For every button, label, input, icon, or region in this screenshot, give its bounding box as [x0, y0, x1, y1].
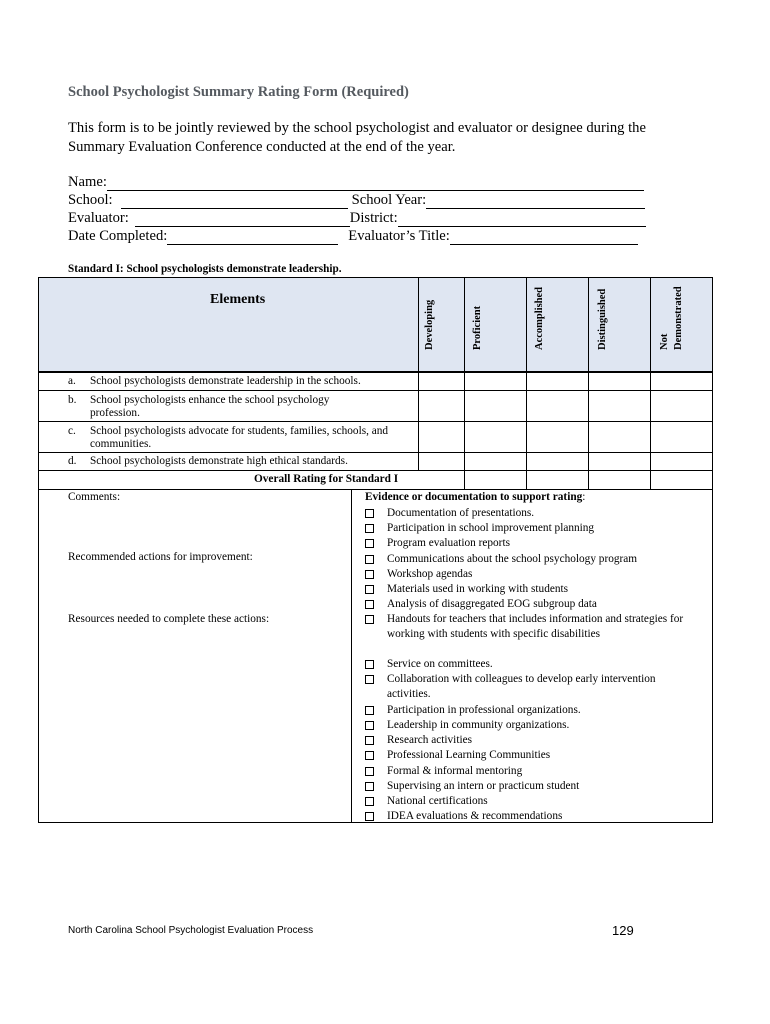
evidence-item-label: Workshop agendas	[387, 568, 473, 580]
date-completed-field[interactable]	[167, 232, 338, 245]
evaluator-title-field[interactable]	[450, 232, 638, 245]
element-letter: b.	[68, 394, 77, 406]
rating-cell[interactable]	[651, 373, 712, 390]
col-demonstrated: Demonstrated	[673, 286, 684, 350]
school-line	[68, 192, 645, 209]
element-text: School psychologists enhance the school psychology profession.	[90, 394, 330, 419]
recommended-actions-label: Recommended actions for improvement:	[68, 551, 253, 563]
evidence-item-label: Professional Learning Communities	[387, 749, 551, 761]
overall-rating-label: Overall Rating for Standard I	[254, 473, 399, 485]
evidence-checkbox[interactable]	[365, 570, 374, 579]
evaluator-title-label: Evaluator’s Title:	[348, 228, 450, 244]
footer-text: North Carolina School Psychologist Evaluation Process	[68, 925, 314, 936]
evidence-item-label: Research activities	[387, 734, 473, 746]
rating-cell[interactable]	[589, 373, 650, 390]
name-field[interactable]	[107, 178, 644, 191]
rating-cell[interactable]	[527, 373, 588, 390]
date-line	[68, 228, 638, 245]
evidence-heading-text: Evidence or documentation to support rating	[365, 491, 583, 503]
evidence-item-label: Participation in school improvement planning	[387, 522, 595, 534]
evidence-checkbox[interactable]	[365, 721, 374, 730]
col-accomplished: Accomplished	[534, 287, 545, 350]
evidence-item-label: Documentation of presentations.	[387, 507, 535, 519]
table-left-border	[38, 277, 39, 823]
elements-header: Elements	[210, 292, 266, 307]
form-title: School Psychologist Summary Rating Form (Required)	[68, 84, 409, 100]
evidence-item-label: National certifications	[387, 795, 488, 807]
evidence-item-label: Service on committees.	[387, 658, 493, 670]
evidence-checkbox[interactable]	[365, 675, 374, 684]
evaluator-line	[68, 210, 646, 227]
element-letter: a.	[68, 375, 76, 387]
col-developing: Developing	[424, 299, 435, 350]
evidence-item-label: Participation in professional organizations.	[387, 704, 581, 716]
name-label: Name:	[68, 174, 107, 190]
resources-needed-label: Resources needed to complete these actions:	[68, 613, 270, 625]
evidence-checkbox[interactable]	[365, 812, 374, 821]
element-text: School psychologists demonstrate leadership in the schools.	[90, 375, 361, 387]
evidence-checkbox[interactable]	[365, 555, 374, 564]
school-label: School:	[68, 192, 113, 208]
evidence-checkbox[interactable]	[365, 797, 374, 806]
evidence-item-label: Leadership in community organizations.	[387, 719, 570, 731]
evidence-checkbox[interactable]	[365, 615, 374, 624]
form-intro: This form is to be jointly reviewed by the school psychologist and evaluator or designee during the Summary Evaluation Conference conducted at the end of the year.	[68, 120, 646, 155]
standard-heading: Standard I: School psychologists demonstrate leadership.	[68, 263, 342, 275]
evidence-checkbox[interactable]	[365, 539, 374, 548]
row-divider	[38, 390, 713, 391]
col-distinguished: Distinguished	[597, 288, 608, 350]
col-not: Not	[659, 333, 670, 350]
school-year-label: School Year:	[351, 192, 427, 208]
row-divider	[38, 489, 713, 490]
evidence-checkbox[interactable]	[365, 706, 374, 715]
rating-cell[interactable]	[419, 373, 464, 390]
element-letter: d.	[68, 455, 77, 467]
district-field[interactable]	[398, 214, 646, 227]
evidence-item-label: Materials used in working with students	[387, 583, 569, 595]
name-line	[68, 174, 644, 191]
evidence-item-label: IDEA evaluations & recommendations	[387, 810, 563, 822]
evidence-item-label: Analysis of disaggregated EOG subgroup data	[387, 598, 597, 610]
element-letter: c.	[68, 425, 76, 437]
table-right-border	[712, 277, 713, 823]
evidence-item-label: Program evaluation reports	[387, 537, 510, 549]
evidence-checkbox[interactable]	[365, 660, 374, 669]
evidence-heading-colon: :	[582, 491, 586, 503]
evidence-item-label: Collaboration with colleagues to develop early intervention activities.	[387, 673, 656, 701]
evidence-checkbox[interactable]	[365, 585, 374, 594]
school-field[interactable]	[121, 196, 348, 209]
evidence-checkbox[interactable]	[365, 600, 374, 609]
element-text: School psychologists demonstrate high ethical standards.	[90, 455, 348, 467]
evaluator-label: Evaluator:	[68, 210, 129, 226]
school-year-field[interactable]	[426, 196, 645, 209]
row-divider	[38, 470, 713, 471]
evidence-item-label: Formal & informal mentoring	[387, 765, 523, 777]
row-divider	[38, 452, 713, 453]
evidence-checkbox[interactable]	[365, 524, 374, 533]
evidence-item-label: Communications about the school psychology program	[387, 553, 638, 565]
page-number: 129	[612, 923, 634, 938]
evidence-checkbox[interactable]	[365, 782, 374, 791]
table-header	[38, 277, 713, 372]
district-label: District:	[349, 210, 398, 226]
comments-label: Comments:	[68, 491, 121, 503]
row-divider	[38, 421, 713, 422]
date-completed-label: Date Completed:	[68, 228, 168, 244]
evaluator-field[interactable]	[135, 214, 350, 227]
evidence-checkbox[interactable]	[365, 767, 374, 776]
evidence-item-label: Supervising an intern or practicum student	[387, 780, 580, 792]
evidence-item-label: Handouts for teachers that includes information and strategies for working with students with specific disabilities	[387, 613, 684, 641]
evidence-heading	[365, 491, 585, 503]
col-proficient: Proficient	[472, 305, 483, 350]
evidence-checkbox[interactable]	[365, 509, 374, 518]
comments-divider	[351, 489, 352, 823]
evidence-checkbox[interactable]	[365, 736, 374, 745]
evidence-checkbox[interactable]	[365, 751, 374, 760]
element-text: School psychologists advocate for students, families, schools, and communities.	[90, 425, 389, 450]
rating-cell[interactable]	[465, 373, 526, 390]
